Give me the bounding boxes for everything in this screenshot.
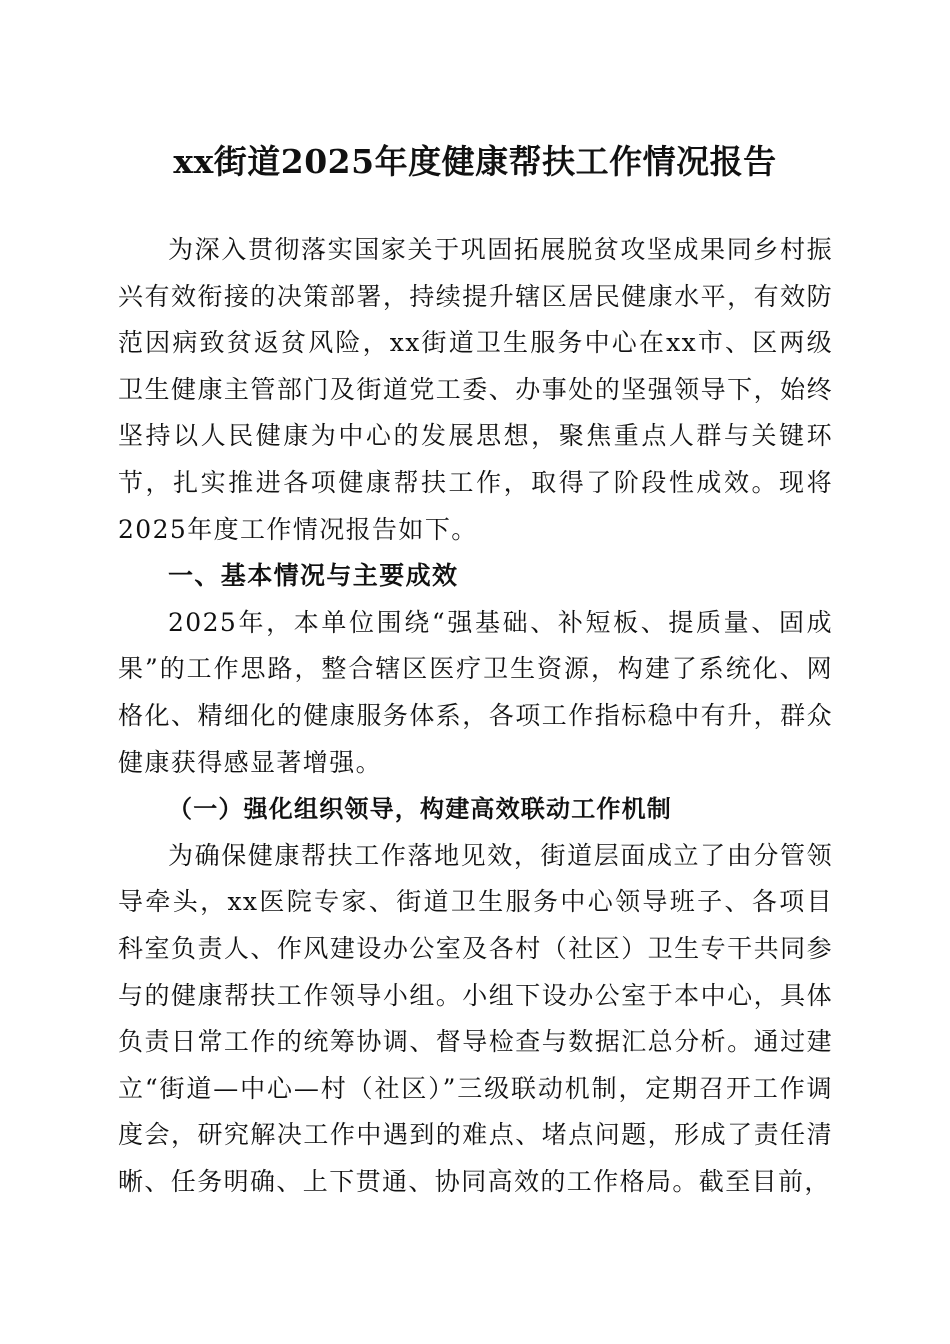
section-heading: 一、基本情况与主要成效: [168, 561, 459, 591]
document-title: xx街道2025年度健康帮扶工作情况报告: [173, 142, 777, 181]
intro-paragraph: 为深入贯彻落实国家关于巩固拓展脱贫攻坚成果同乡村振兴有效衔接的决策部署，持续提升辖区居民健康水平，有效防范因病致贫返贫风险，xx街道卫生服务中心在xx市、区两级卫生健康主管部门及街道党工委、办事处的坚强领导下，始终坚持以人民健康为中心的发展思想，聚焦重点人群与关键环节，扎实推进各项健康帮扶工作，取得了阶段性成效。现将2025年度工作情况报告如下。: [118, 235, 833, 544]
document-body: [118, 227, 833, 1205]
subsection-heading: （一）强化组织领导，构建高效联动工作机制: [168, 794, 672, 824]
subsection-paragraph: 为确保健康帮扶工作落地见效，街道层面成立了由分管领导牵头，xx医院专家、街道卫生服务中心领导班子、各项目科室负责人、作风建设办公室及各村（社区）卫生专干共同参与的健康帮扶工作领导小组。小组下设办公室于本中心，具体负责日常工作的统筹协调、督导检查与数据汇总分析。通过建立“街道—中心—村（社区）”三级联动机制，定期召开工作调度会，研究解决工作中遇到的难点、堵点问题，形成了责任清晰、任务明确、上下贯通、协同高效的工作格局。截至目前，: [118, 840, 833, 1196]
section-paragraph: 2025年，本单位围绕“强基础、补短板、提质量、固成果”的工作思路，整合辖区医疗卫生资源，构建了系统化、网格化、精细化的健康服务体系，各项工作指标稳中有升，群众健康获得感显著增强。: [118, 607, 833, 777]
